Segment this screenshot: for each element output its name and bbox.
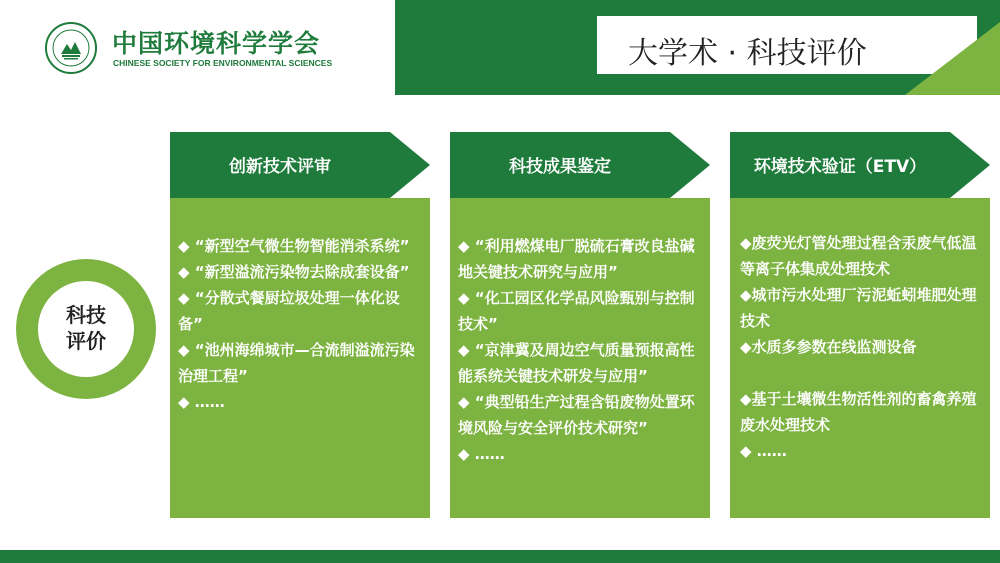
corner-decoration [905,22,1000,95]
list-item: ◆水质多参数在线监测设备 [740,338,917,356]
list-item: ◆ …… [178,393,225,411]
column-header-innovation [170,132,430,198]
list-item: ◆废荧光灯管处理过程含汞废气低温等离子体集成处理技术 [740,234,977,278]
org-name-cn: 中国环境科学学会 [112,29,321,58]
ring-label-line1: 科技 [66,303,106,327]
column-body-etv [730,198,990,518]
column-title: 科技成果鉴定 [509,157,611,177]
item-list [740,230,984,464]
list-item: ◆ …… [740,442,787,460]
list-item: ◆ “池州海绵城市—合流制溢流污染治理工程” [178,341,415,385]
list-item: ◆ “京津冀及周边空气质量预报高性能系统关键技术研发与应用” [458,341,695,385]
list-item: ◆ “典型铅生产过程含铅废物处置环境风险与安全评价技术研究” [458,393,695,437]
list-item: ◆ “分散式餐厨垃圾处理一体化设备” [178,289,400,333]
society-emblem-icon [45,22,97,74]
column-body-innovation [170,198,430,518]
list-item: ◆ …… [458,445,505,463]
list-item: ◆ “利用燃煤电厂脱硫石膏改良盐碱地关键技术研究与应用” [458,237,695,281]
column-title: 创新技术评审 [229,157,331,177]
ring-label-line2: 评价 [66,329,106,353]
column-header-etv [730,132,990,198]
list-item: ◆城市污水处理厂污泥蚯蚓堆肥处理技术 [740,286,977,330]
list-item: ◆基于土壤微生物活性剂的畜禽养殖废水处理技术 [740,390,977,434]
page-title: 大学术 · 科技评价 [628,36,867,71]
item-list [178,233,424,415]
org-name-en: CHINESE SOCIETY FOR ENVIRONMENTAL SCIENCES [113,58,333,68]
list-item: ◆ “新型溢流污染物去除成套设备” [178,263,410,281]
list-item: ◆ “新型空气微生物智能消杀系统” [178,237,410,255]
list-item: ◆ “化工园区化学品风险甄别与控制技术” [458,289,695,333]
item-list [458,233,704,467]
ring-label [38,302,134,354]
column-title: 环境技术验证（ETV） [753,157,927,177]
footer-bar [0,550,1000,563]
column-header-appraisal [450,132,710,198]
column-body-appraisal [450,198,710,518]
